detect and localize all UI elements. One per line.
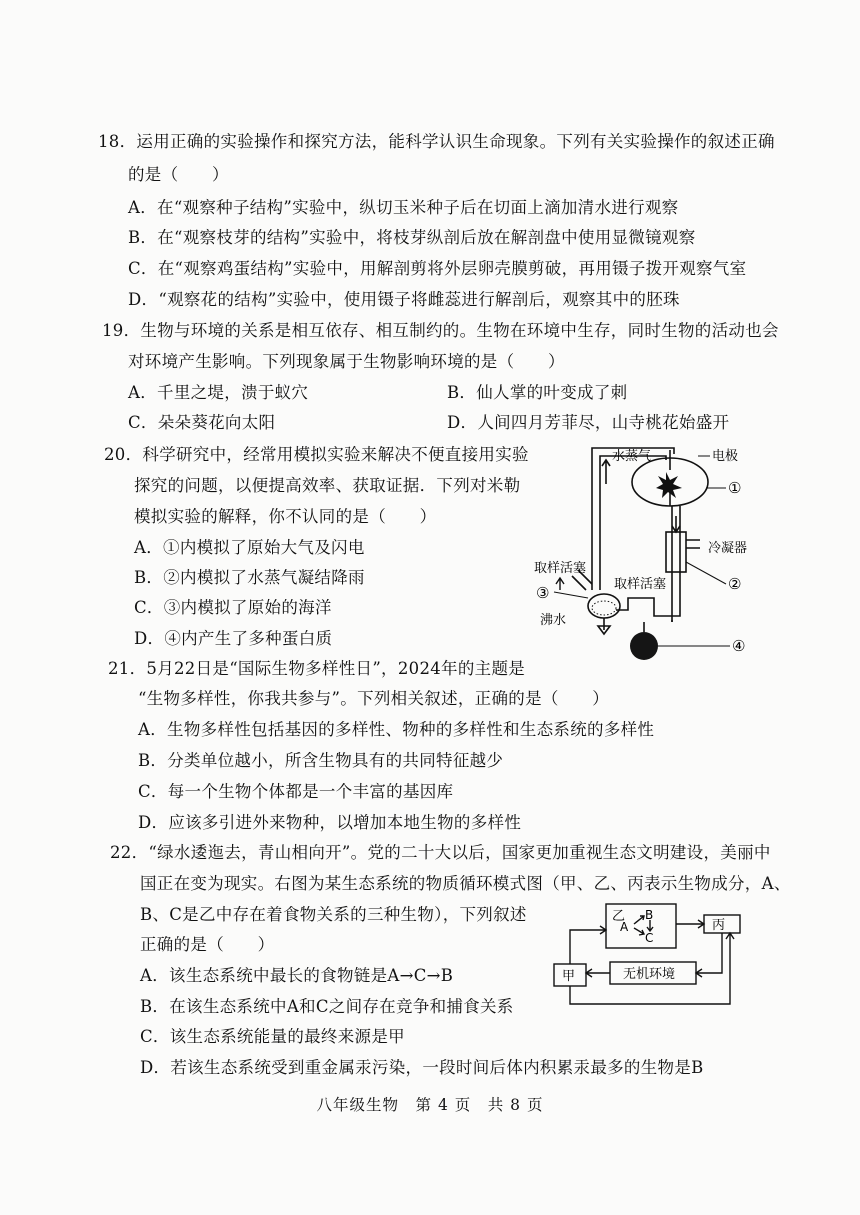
fig20-electrode-label: 电极: [712, 449, 739, 464]
q22-stem-cont2: B、C是乙中存在着食物关系的三种生物），下列叙述: [140, 905, 527, 924]
fig20-sampling-valve-right: 取样活塞: [614, 577, 667, 592]
fig22-c-label: C: [645, 931, 654, 945]
q19-stem: 19．生物与环境的关系是相互依存、相互制约的。生物在环境中生存，同时生物的活动也会: [102, 321, 779, 340]
fig20-condenser-label: 冷凝器: [708, 541, 748, 556]
q20-stem-cont1: 探究的问题，以便提高效率、获取证据．下列对米勒: [134, 476, 521, 495]
q18-option-a: A．在“观察种子结构”实验中，纵切玉米种子后在切面上滴加清水进行观察: [128, 198, 679, 217]
q19-option-c: C．朵朵葵花向太阳: [128, 413, 276, 432]
q21-stem-cont: “生物多样性，你我共参与”。下列相关叙述，正确的是（ ）: [138, 689, 610, 708]
q19-option-b: B．仙人掌的叶变成了刺: [447, 383, 628, 402]
q22-option-d: D．若该生态系统受到重金属汞污染，一段时间后体内积累汞最多的生物是B: [140, 1058, 704, 1077]
q22-stem: 22．“绿水逶迤去，青山相向开”。党的二十大以后，国家更加重视生态文明建设，美丽中: [110, 843, 771, 862]
q21-option-c: C．每一个生物个体都是一个丰富的基因库: [138, 782, 454, 801]
fig20-label-4: ④: [732, 637, 746, 655]
q20-stem: 20．科学研究中，经常用模拟实验来解决不便直接用实验: [104, 445, 529, 464]
q19-stem-cont: 对环境产生影响。下列现象属于生物影响环境的是（ ）: [128, 352, 565, 371]
q20-option-c: C．③内模拟了原始的海洋: [134, 598, 332, 617]
q21-option-b: B．分类单位越小，所含生物具有的共同特征越少: [138, 751, 504, 770]
q20-option-b: B．②内模拟了水蒸气凝结降雨: [134, 568, 365, 587]
q18-stem: 18．运用正确的实验操作和探究方法，能科学认识生命现象。下列有关实验操作的叙述正确: [98, 132, 775, 151]
fig22-jia-label: 甲: [562, 969, 576, 984]
ecosystem-cycle-figure: [548, 900, 748, 1010]
fig20-boiling-water-label: 沸水: [540, 613, 567, 628]
fig20-sampling-valve-left: 取样活塞: [534, 561, 587, 576]
q20-stem-cont2: 模拟实验的解释，你不认同的是（ ）: [134, 507, 437, 526]
fig22-env-label: 无机环境: [623, 967, 676, 982]
q21-stem: 21．5月22日是“国际生物多样性日”，2024年的主题是: [108, 659, 526, 678]
q20-option-a: A．①内模拟了原始大气及闪电: [134, 538, 365, 557]
fig20-label-2: ②: [728, 575, 742, 593]
q22-stem-cont3: 正确的是（ ）: [140, 935, 275, 954]
q19-option-a: A．千里之堤，溃于蚁穴: [128, 383, 309, 402]
fig20-label-1: ①: [728, 479, 742, 497]
miller-experiment-figure: [520, 440, 790, 665]
q18-stem-cont: 的是（ ）: [128, 165, 229, 184]
q20-option-d: D．④内产生了多种蛋白质: [134, 629, 333, 648]
q22-option-a: A．该生态系统中最长的食物链是A→C→B: [140, 966, 454, 985]
q22-option-b: B．在该生态系统中A和C之间存在竞争和捕食关系: [140, 997, 514, 1016]
q18-option-b: B．在“观察枝芽的结构”实验中，将枝芽纵剖后放在解剖盘中使用显微镜观察: [128, 228, 696, 247]
q22-stem-cont1: 国正在变为现实。右图为某生态系统的物质循环模式图（甲、乙、丙表示生物成分，A、: [140, 874, 791, 893]
fig20-label-3: ③: [536, 584, 550, 602]
q18-option-d: D．“观察花的结构”实验中，使用镊子将雌蕊进行解剖后，观察其中的胚珠: [128, 290, 680, 309]
q21-option-a: A．生物多样性包括基因的多样性、物种的多样性和生态系统的多样性: [138, 720, 655, 739]
fig22-bing-label: 丙: [712, 918, 726, 933]
q18-option-c: C．在“观察鸡蛋结构”实验中，用解剖剪将外层卵壳膜剪破，再用镊子拨开观察气室: [128, 259, 747, 278]
fig22-b-label: B: [645, 908, 654, 922]
fig20-vapor-label: 水蒸气: [612, 449, 652, 464]
fig22-a-label: A: [620, 920, 629, 934]
q22-option-c: C．该生态系统能量的最终来源是甲: [140, 1027, 405, 1046]
fig22-yi-label: 乙: [612, 909, 626, 924]
q21-option-d: D．应该多引进外来物种，以增加本地生物的多样性: [138, 813, 522, 832]
page-footer: 八年级生物 第 4 页 共 8 页: [316, 1096, 544, 1114]
q19-option-d: D．人间四月芳菲尽，山寺桃花始盛开: [447, 413, 730, 432]
